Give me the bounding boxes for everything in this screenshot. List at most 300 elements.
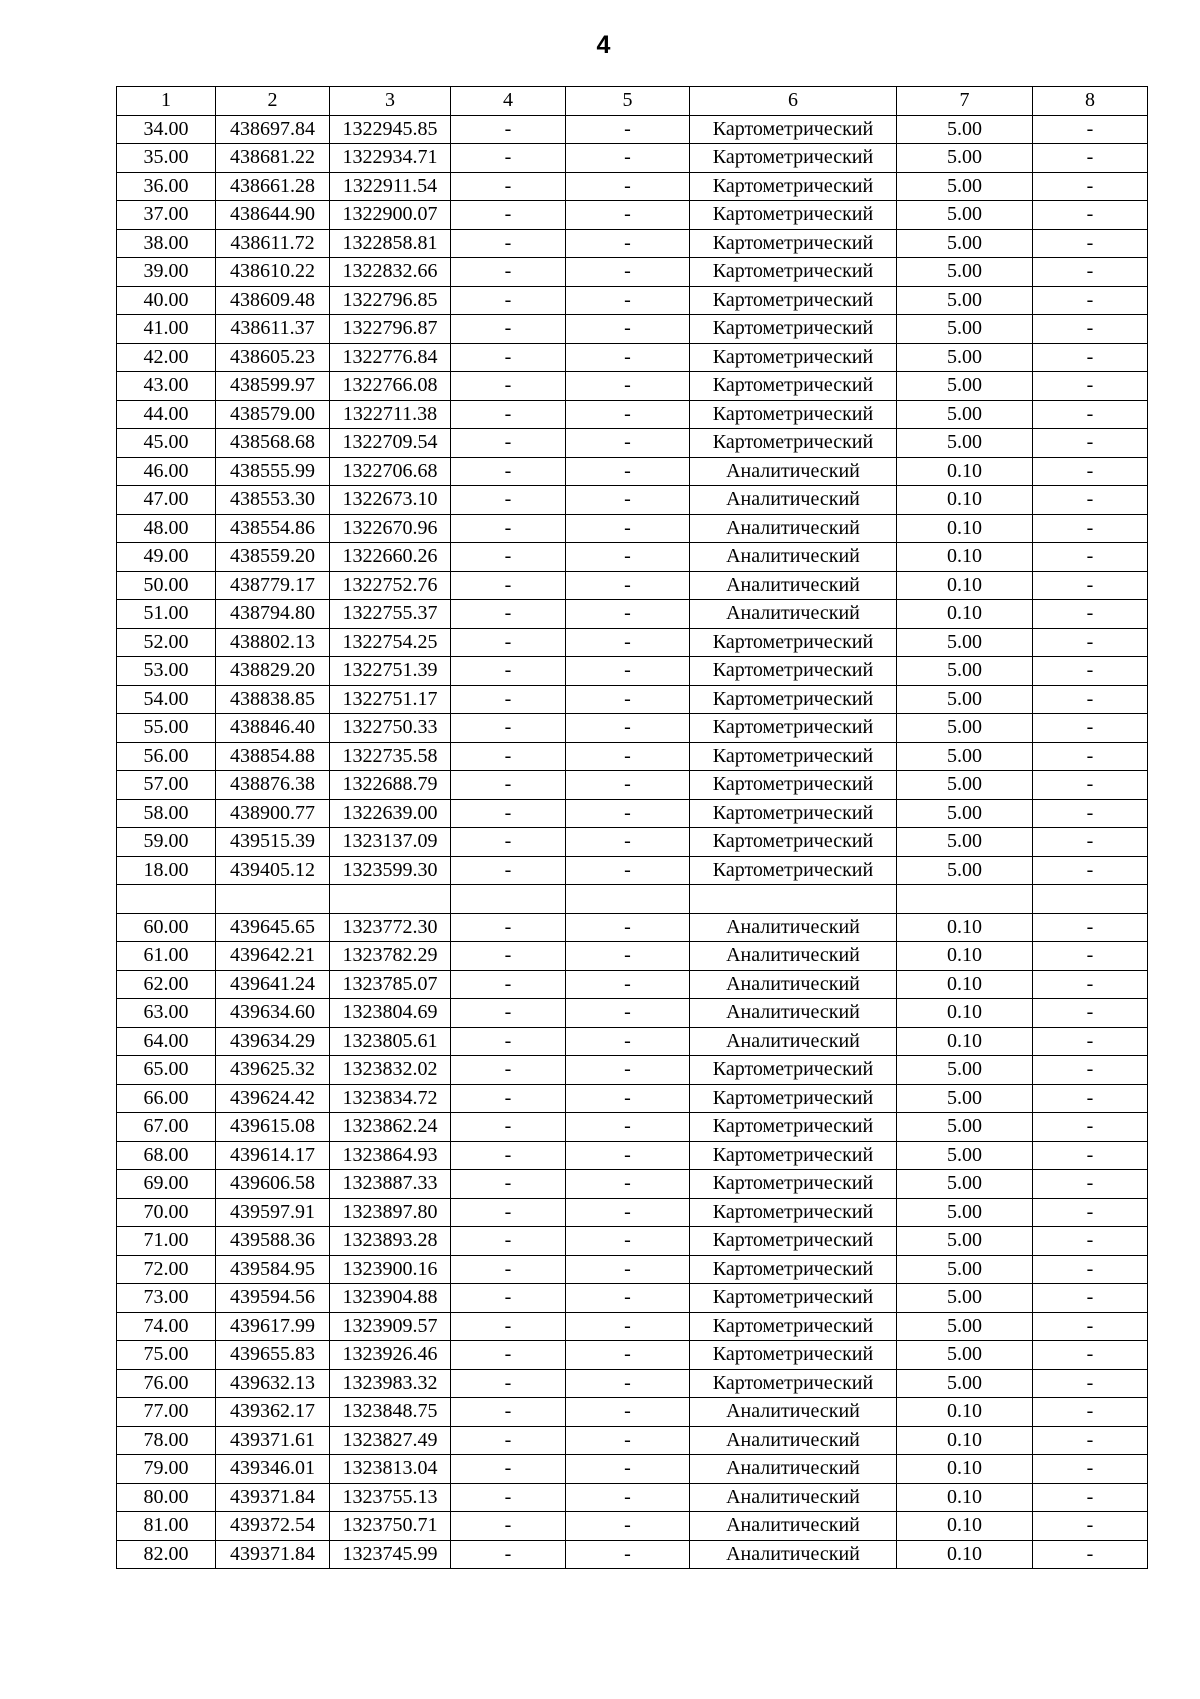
coord-y-cell: 1323904.88: [330, 1284, 451, 1313]
method-cell: Картометрический: [690, 372, 897, 401]
col5-value-cell: -: [566, 742, 690, 771]
accuracy-cell: 5.00: [897, 1255, 1033, 1284]
point-number-cell: 75.00: [117, 1341, 216, 1370]
col5-value-cell: -: [566, 1113, 690, 1142]
column-header: 3: [330, 87, 451, 116]
col5-value-cell: -: [566, 429, 690, 458]
col8-value-cell: -: [1033, 1113, 1148, 1142]
table-row: [117, 514, 1148, 543]
coord-x-cell: 438846.40: [216, 714, 330, 743]
method-cell: Картометрический: [690, 1341, 897, 1370]
accuracy-cell: 0.10: [897, 457, 1033, 486]
point-number-cell: 70.00: [117, 1198, 216, 1227]
coord-y-cell: 1322735.58: [330, 742, 451, 771]
coord-x-cell: 439642.21: [216, 942, 330, 971]
coord-x-cell: 439645.65: [216, 913, 330, 942]
table-row: [117, 258, 1148, 287]
method-cell: Картометрический: [690, 315, 897, 344]
accuracy-cell: 0.10: [897, 999, 1033, 1028]
col5-value-cell: -: [566, 400, 690, 429]
coord-y-cell: [330, 885, 451, 914]
col4-value-cell: -: [451, 1341, 566, 1370]
method-cell: Аналитический: [690, 514, 897, 543]
point-number-cell: 45.00: [117, 429, 216, 458]
coord-y-cell: 1322796.85: [330, 286, 451, 315]
coord-x-cell: 439371.84: [216, 1540, 330, 1569]
point-number-cell: 53.00: [117, 657, 216, 686]
coord-y-cell: 1322776.84: [330, 343, 451, 372]
col8-value-cell: -: [1033, 942, 1148, 971]
col8-value-cell: -: [1033, 1512, 1148, 1541]
col5-value-cell: -: [566, 343, 690, 372]
table-row: [117, 543, 1148, 572]
col4-value-cell: -: [451, 258, 566, 287]
col8-value-cell: -: [1033, 1483, 1148, 1512]
coord-y-cell: 1322711.38: [330, 400, 451, 429]
coord-x-cell: 439614.17: [216, 1141, 330, 1170]
coord-x-cell: 439655.83: [216, 1341, 330, 1370]
coord-y-cell: 1322752.76: [330, 571, 451, 600]
coord-x-cell: 439362.17: [216, 1398, 330, 1427]
method-cell: Картометрический: [690, 258, 897, 287]
point-number-cell: 52.00: [117, 628, 216, 657]
point-number-cell: 47.00: [117, 486, 216, 515]
col8-value-cell: -: [1033, 1455, 1148, 1484]
col4-value-cell: -: [451, 771, 566, 800]
col4-value-cell: -: [451, 144, 566, 173]
col8-value-cell: -: [1033, 1284, 1148, 1313]
col4-value-cell: -: [451, 514, 566, 543]
col5-value-cell: -: [566, 657, 690, 686]
col4-value-cell: -: [451, 1170, 566, 1199]
col4-value-cell: -: [451, 315, 566, 344]
accuracy-cell: 5.00: [897, 1227, 1033, 1256]
col4-value-cell: -: [451, 229, 566, 258]
column-header: 6: [690, 87, 897, 116]
col8-value-cell: -: [1033, 1426, 1148, 1455]
col5-value-cell: -: [566, 1455, 690, 1484]
accuracy-cell: 5.00: [897, 172, 1033, 201]
method-cell: Аналитический: [690, 1027, 897, 1056]
point-number-cell: 64.00: [117, 1027, 216, 1056]
accuracy-cell: 5.00: [897, 258, 1033, 287]
coord-x-cell: 438554.86: [216, 514, 330, 543]
coord-y-cell: 1323862.24: [330, 1113, 451, 1142]
table-row: [117, 970, 1148, 999]
col5-value-cell: [566, 885, 690, 914]
coord-y-cell: 1322751.17: [330, 685, 451, 714]
coord-x-cell: 438599.97: [216, 372, 330, 401]
method-cell: Картометрический: [690, 856, 897, 885]
col4-value-cell: -: [451, 828, 566, 857]
col5-value-cell: -: [566, 571, 690, 600]
point-number-cell: 74.00: [117, 1312, 216, 1341]
column-header: 5: [566, 87, 690, 116]
column-header: 4: [451, 87, 566, 116]
point-number-cell: 61.00: [117, 942, 216, 971]
coord-x-cell: 438802.13: [216, 628, 330, 657]
accuracy-cell: 0.10: [897, 1426, 1033, 1455]
col5-value-cell: -: [566, 543, 690, 572]
method-cell: Картометрический: [690, 714, 897, 743]
method-cell: Картометрический: [690, 685, 897, 714]
point-number-cell: 57.00: [117, 771, 216, 800]
point-number-cell: 78.00: [117, 1426, 216, 1455]
table-row: [117, 486, 1148, 515]
accuracy-cell: 5.00: [897, 1056, 1033, 1085]
col8-value-cell: -: [1033, 372, 1148, 401]
col4-value-cell: -: [451, 799, 566, 828]
col5-value-cell: -: [566, 1198, 690, 1227]
point-number-cell: 43.00: [117, 372, 216, 401]
coord-x-cell: 438605.23: [216, 343, 330, 372]
col5-value-cell: -: [566, 1369, 690, 1398]
point-number-cell: 72.00: [117, 1255, 216, 1284]
point-number-cell: 46.00: [117, 457, 216, 486]
point-number-cell: 81.00: [117, 1512, 216, 1541]
col5-value-cell: -: [566, 172, 690, 201]
table-row: [117, 1113, 1148, 1142]
method-cell: Картометрический: [690, 144, 897, 173]
method-cell: Картометрический: [690, 201, 897, 230]
point-number-cell: 56.00: [117, 742, 216, 771]
col4-value-cell: -: [451, 856, 566, 885]
method-cell: Картометрический: [690, 229, 897, 258]
col5-value-cell: -: [566, 1483, 690, 1512]
coord-y-cell: 1322750.33: [330, 714, 451, 743]
method-cell: Аналитический: [690, 913, 897, 942]
point-number-cell: 39.00: [117, 258, 216, 287]
col8-value-cell: -: [1033, 999, 1148, 1028]
col5-value-cell: -: [566, 372, 690, 401]
col5-value-cell: -: [566, 1141, 690, 1170]
col8-value-cell: -: [1033, 1141, 1148, 1170]
coord-x-cell: 439615.08: [216, 1113, 330, 1142]
accuracy-cell: 5.00: [897, 201, 1033, 230]
coord-x-cell: 438854.88: [216, 742, 330, 771]
coord-x-cell: 439588.36: [216, 1227, 330, 1256]
col4-value-cell: -: [451, 1198, 566, 1227]
point-number-cell: 76.00: [117, 1369, 216, 1398]
col5-value-cell: -: [566, 771, 690, 800]
coord-y-cell: 1323834.72: [330, 1084, 451, 1113]
accuracy-cell: 0.10: [897, 1455, 1033, 1484]
method-cell: [690, 885, 897, 914]
coord-x-cell: 438838.85: [216, 685, 330, 714]
coord-y-cell: 1322706.68: [330, 457, 451, 486]
col4-value-cell: -: [451, 1426, 566, 1455]
col8-value-cell: -: [1033, 1198, 1148, 1227]
method-cell: Аналитический: [690, 942, 897, 971]
coord-x-cell: 439606.58: [216, 1170, 330, 1199]
coord-x-cell: 439632.13: [216, 1369, 330, 1398]
point-number-cell: 62.00: [117, 970, 216, 999]
method-cell: Картометрический: [690, 1369, 897, 1398]
method-cell: Картометрический: [690, 1284, 897, 1313]
method-cell: Аналитический: [690, 999, 897, 1028]
col5-value-cell: -: [566, 1312, 690, 1341]
accuracy-cell: 5.00: [897, 1084, 1033, 1113]
header-row: [117, 87, 1148, 116]
col5-value-cell: -: [566, 628, 690, 657]
coord-y-cell: 1322755.37: [330, 600, 451, 629]
point-number-cell: 50.00: [117, 571, 216, 600]
accuracy-cell: 5.00: [897, 771, 1033, 800]
col8-value-cell: -: [1033, 657, 1148, 686]
col8-value-cell: -: [1033, 714, 1148, 743]
col8-value-cell: -: [1033, 970, 1148, 999]
table-row: [117, 1369, 1148, 1398]
table-row: [117, 999, 1148, 1028]
method-cell: Аналитический: [690, 543, 897, 572]
accuracy-cell: 5.00: [897, 343, 1033, 372]
col4-value-cell: -: [451, 486, 566, 515]
table-row: [117, 771, 1148, 800]
table-row: [117, 1341, 1148, 1370]
accuracy-cell: 0.10: [897, 514, 1033, 543]
coord-x-cell: 439634.29: [216, 1027, 330, 1056]
col8-value-cell: -: [1033, 258, 1148, 287]
coord-x-cell: 439597.91: [216, 1198, 330, 1227]
col4-value-cell: -: [451, 372, 566, 401]
coord-y-cell: 1323785.07: [330, 970, 451, 999]
coord-x-cell: 439624.42: [216, 1084, 330, 1113]
col5-value-cell: -: [566, 799, 690, 828]
column-header: 7: [897, 87, 1033, 116]
table-row: [117, 628, 1148, 657]
coord-y-cell: 1322766.08: [330, 372, 451, 401]
method-cell: Картометрический: [690, 1198, 897, 1227]
col4-value-cell: -: [451, 657, 566, 686]
accuracy-cell: 0.10: [897, 942, 1033, 971]
point-number-cell: 48.00: [117, 514, 216, 543]
point-number-cell: 44.00: [117, 400, 216, 429]
accuracy-cell: 0.10: [897, 1398, 1033, 1427]
table-row: [117, 1540, 1148, 1569]
coord-y-cell: 1322911.54: [330, 172, 451, 201]
col5-value-cell: -: [566, 201, 690, 230]
col8-value-cell: -: [1033, 343, 1148, 372]
col8-value-cell: -: [1033, 201, 1148, 230]
col8-value-cell: -: [1033, 1227, 1148, 1256]
coord-x-cell: 438697.84: [216, 115, 330, 144]
col5-value-cell: -: [566, 514, 690, 543]
col4-value-cell: -: [451, 685, 566, 714]
col8-value-cell: -: [1033, 628, 1148, 657]
point-number-cell: 55.00: [117, 714, 216, 743]
method-cell: Аналитический: [690, 1426, 897, 1455]
accuracy-cell: 5.00: [897, 1141, 1033, 1170]
coord-y-cell: 1323983.32: [330, 1369, 451, 1398]
col5-value-cell: -: [566, 229, 690, 258]
table-row: [117, 913, 1148, 942]
coord-x-cell: 439584.95: [216, 1255, 330, 1284]
method-cell: Аналитический: [690, 571, 897, 600]
coord-y-cell: 1322688.79: [330, 771, 451, 800]
accuracy-cell: 5.00: [897, 115, 1033, 144]
col8-value-cell: -: [1033, 771, 1148, 800]
table-row: [117, 343, 1148, 372]
coord-y-cell: 1323745.99: [330, 1540, 451, 1569]
accuracy-cell: 0.10: [897, 1483, 1033, 1512]
col4-value-cell: -: [451, 1483, 566, 1512]
point-number-cell: 34.00: [117, 115, 216, 144]
table-row: [117, 1512, 1148, 1541]
col4-value-cell: -: [451, 1227, 566, 1256]
col5-value-cell: -: [566, 457, 690, 486]
table-row: [117, 1312, 1148, 1341]
coord-y-cell: 1323805.61: [330, 1027, 451, 1056]
coord-y-cell: 1322832.66: [330, 258, 451, 287]
coord-y-cell: 1323750.71: [330, 1512, 451, 1541]
col5-value-cell: -: [566, 714, 690, 743]
col8-value-cell: -: [1033, 286, 1148, 315]
col4-value-cell: -: [451, 201, 566, 230]
coord-y-cell: 1322660.26: [330, 543, 451, 572]
coord-x-cell: 439346.01: [216, 1455, 330, 1484]
col5-value-cell: -: [566, 1170, 690, 1199]
accuracy-cell: 0.10: [897, 970, 1033, 999]
coord-x-cell: 438779.17: [216, 571, 330, 600]
table-row: [117, 400, 1148, 429]
point-number-cell: 66.00: [117, 1084, 216, 1113]
coord-x-cell: 438553.30: [216, 486, 330, 515]
accuracy-cell: 5.00: [897, 1284, 1033, 1313]
table-row: [117, 942, 1148, 971]
col8-value-cell: -: [1033, 115, 1148, 144]
method-cell: Аналитический: [690, 600, 897, 629]
col5-value-cell: -: [566, 1540, 690, 1569]
coord-y-cell: 1323804.69: [330, 999, 451, 1028]
accuracy-cell: 0.10: [897, 1540, 1033, 1569]
table-row: [117, 1398, 1148, 1427]
coord-y-cell: 1323827.49: [330, 1426, 451, 1455]
col4-value-cell: -: [451, 970, 566, 999]
coord-y-cell: 1323137.09: [330, 828, 451, 857]
col4-value-cell: -: [451, 172, 566, 201]
table-row: [117, 1284, 1148, 1313]
coord-x-cell: 439371.61: [216, 1426, 330, 1455]
col8-value-cell: -: [1033, 1056, 1148, 1085]
col4-value-cell: -: [451, 999, 566, 1028]
method-cell: Картометрический: [690, 1255, 897, 1284]
point-number-cell: 36.00: [117, 172, 216, 201]
table-row: [117, 172, 1148, 201]
column-header: 8: [1033, 87, 1148, 116]
coord-y-cell: 1322673.10: [330, 486, 451, 515]
method-cell: Картометрический: [690, 799, 897, 828]
coord-x-cell: 439641.24: [216, 970, 330, 999]
col5-value-cell: -: [566, 1426, 690, 1455]
col8-value-cell: -: [1033, 1398, 1148, 1427]
table-row: [117, 714, 1148, 743]
coord-x-cell: 438568.68: [216, 429, 330, 458]
col5-value-cell: -: [566, 486, 690, 515]
col4-value-cell: -: [451, 1056, 566, 1085]
col4-value-cell: [451, 885, 566, 914]
col4-value-cell: -: [451, 429, 566, 458]
col4-value-cell: -: [451, 628, 566, 657]
point-number-cell: 37.00: [117, 201, 216, 230]
col4-value-cell: -: [451, 115, 566, 144]
col4-value-cell: -: [451, 400, 566, 429]
col8-value-cell: -: [1033, 742, 1148, 771]
point-number-cell: 18.00: [117, 856, 216, 885]
coord-x-cell: [216, 885, 330, 914]
table-row: [117, 1483, 1148, 1512]
table-row: [117, 229, 1148, 258]
coord-y-cell: 1323832.02: [330, 1056, 451, 1085]
point-number-cell: 73.00: [117, 1284, 216, 1313]
point-number-cell: 54.00: [117, 685, 216, 714]
col4-value-cell: -: [451, 600, 566, 629]
table-row: [117, 457, 1148, 486]
coord-x-cell: 438579.00: [216, 400, 330, 429]
table-row: [117, 429, 1148, 458]
method-cell: Картометрический: [690, 172, 897, 201]
point-number-cell: 58.00: [117, 799, 216, 828]
col5-value-cell: -: [566, 1512, 690, 1541]
method-cell: Картометрический: [690, 1056, 897, 1085]
col8-value-cell: -: [1033, 229, 1148, 258]
col4-value-cell: -: [451, 742, 566, 771]
col4-value-cell: -: [451, 543, 566, 572]
coord-y-cell: 1323897.80: [330, 1198, 451, 1227]
coord-x-cell: 438555.99: [216, 457, 330, 486]
point-number-cell: 42.00: [117, 343, 216, 372]
col5-value-cell: -: [566, 1284, 690, 1313]
accuracy-cell: 5.00: [897, 229, 1033, 258]
coord-x-cell: 439634.60: [216, 999, 330, 1028]
col5-value-cell: -: [566, 1227, 690, 1256]
col5-value-cell: -: [566, 1255, 690, 1284]
accuracy-cell: 5.00: [897, 714, 1033, 743]
col4-value-cell: -: [451, 1113, 566, 1142]
point-number-cell: 59.00: [117, 828, 216, 857]
col8-value-cell: -: [1033, 828, 1148, 857]
coord-x-cell: 438661.28: [216, 172, 330, 201]
point-number-cell: 67.00: [117, 1113, 216, 1142]
accuracy-cell: 0.10: [897, 571, 1033, 600]
accuracy-cell: 5.00: [897, 1369, 1033, 1398]
point-number-cell: 38.00: [117, 229, 216, 258]
point-number-cell: 41.00: [117, 315, 216, 344]
method-cell: Картометрический: [690, 343, 897, 372]
coord-x-cell: 438794.80: [216, 600, 330, 629]
accuracy-cell: 0.10: [897, 913, 1033, 942]
col8-value-cell: -: [1033, 1027, 1148, 1056]
col5-value-cell: -: [566, 1398, 690, 1427]
col8-value-cell: [1033, 885, 1148, 914]
accuracy-cell: 5.00: [897, 286, 1033, 315]
method-cell: Картометрический: [690, 771, 897, 800]
table-row: [117, 799, 1148, 828]
method-cell: Аналитический: [690, 457, 897, 486]
point-number-cell: 40.00: [117, 286, 216, 315]
table-row: [117, 1255, 1148, 1284]
table-row: [117, 1084, 1148, 1113]
col8-value-cell: -: [1033, 486, 1148, 515]
method-cell: Картометрический: [690, 115, 897, 144]
table-row: [117, 286, 1148, 315]
col8-value-cell: -: [1033, 315, 1148, 344]
table-row: [117, 1027, 1148, 1056]
coord-y-cell: 1323909.57: [330, 1312, 451, 1341]
accuracy-cell: 5.00: [897, 742, 1033, 771]
method-cell: Картометрический: [690, 1170, 897, 1199]
col4-value-cell: -: [451, 343, 566, 372]
col8-value-cell: -: [1033, 400, 1148, 429]
